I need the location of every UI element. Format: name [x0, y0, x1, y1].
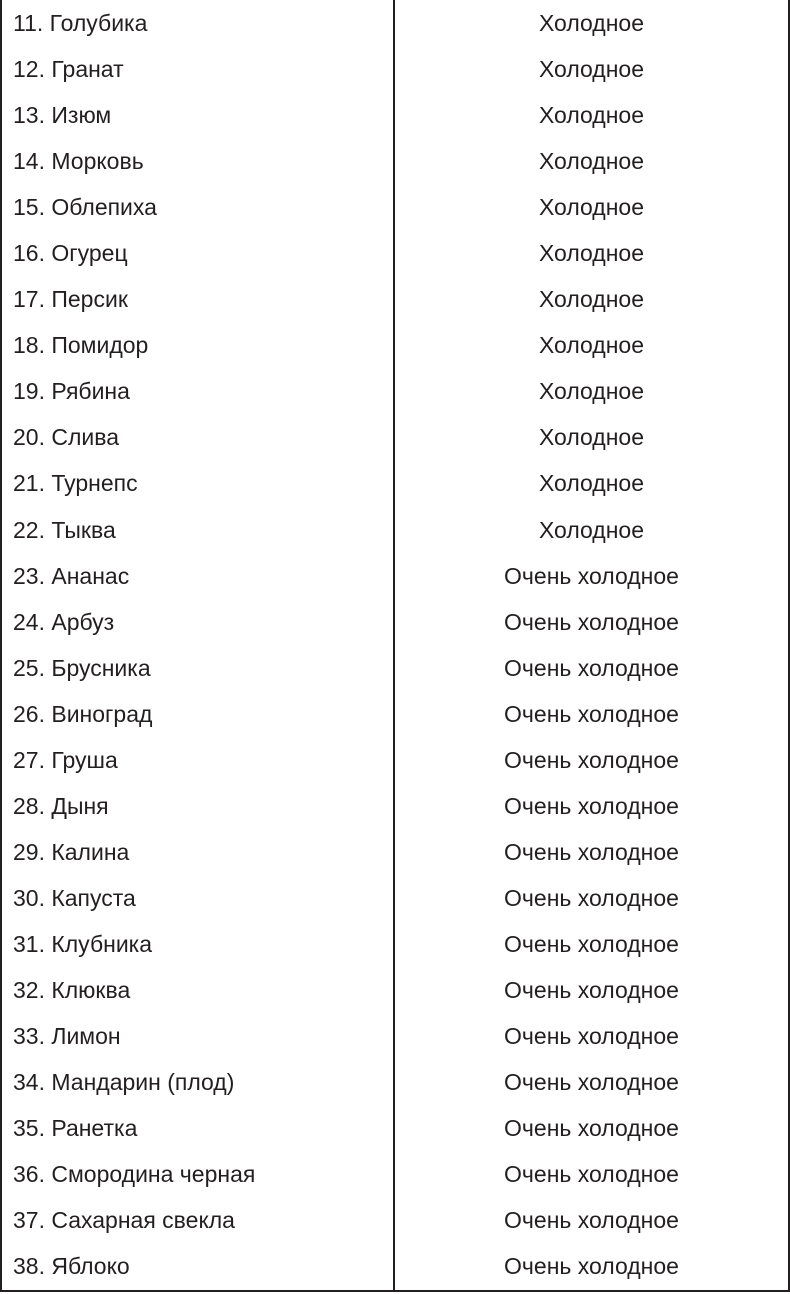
temperature-cell: Холодное [538, 148, 645, 175]
temperature-cell: Очень холодное [504, 562, 679, 589]
product-name-cell: 22. Тыква [13, 516, 116, 543]
product-name-cell: 15. Облепиха [13, 194, 157, 221]
temperature-cell: Холодное [538, 378, 645, 405]
table-row [0, 691, 790, 737]
table-row [0, 783, 790, 829]
table-row [0, 921, 790, 967]
table-row [0, 1243, 790, 1289]
temperature-cell: Холодное [538, 332, 645, 359]
table-row [0, 737, 790, 783]
temperature-cell: Холодное [538, 470, 645, 497]
product-name-cell: 37. Сахарная свекла [13, 1207, 235, 1234]
table-row [0, 0, 790, 46]
product-name-cell: 20. Слива [13, 424, 119, 451]
temperature-cell: Очень холодное [504, 930, 679, 957]
product-name-cell: 29. Калина [13, 838, 130, 865]
table-row [0, 1151, 790, 1197]
product-name-cell: 26. Виноград [13, 700, 153, 727]
table-row [0, 967, 790, 1013]
temperature-cell: Очень холодное [504, 1161, 679, 1188]
table-row [0, 414, 790, 460]
table-row [0, 368, 790, 414]
product-name-cell: 32. Клюква [13, 976, 131, 1003]
temperature-cell: Холодное [538, 424, 645, 451]
temperature-cell: Очень холодное [504, 976, 679, 1003]
temperature-cell: Очень холодное [504, 608, 679, 635]
temperature-cell: Очень холодное [504, 746, 679, 773]
product-name-cell: 27. Груша [13, 746, 118, 773]
temperature-cell: Очень холодное [504, 1207, 679, 1234]
temperature-cell: Очень холодное [504, 654, 679, 681]
product-name-cell: 17. Персик [13, 286, 128, 313]
product-name-cell: 14. Морковь [13, 148, 144, 175]
table-row [0, 1197, 790, 1243]
table-row [0, 322, 790, 368]
table-row [0, 230, 790, 276]
temperature-cell: Холодное [538, 102, 645, 129]
temperature-cell: Холодное [538, 240, 645, 267]
table-row [0, 184, 790, 230]
product-name-cell: 18. Помидор [13, 332, 149, 359]
temperature-cell: Холодное [538, 516, 645, 543]
temperature-cell: Очень холодное [504, 1023, 679, 1050]
temperature-cell: Холодное [538, 10, 645, 36]
temperature-cell: Холодное [538, 194, 645, 221]
temperature-cell: Очень холодное [504, 1253, 679, 1280]
temperature-cell: Очень холодное [504, 792, 679, 819]
product-name-cell: 24. Арбуз [13, 608, 115, 635]
temperature-cell: Холодное [538, 286, 645, 313]
table-row [0, 507, 790, 553]
temperature-cell: Очень холодное [504, 1115, 679, 1142]
table-row [0, 1105, 790, 1151]
product-name-cell: 38. Яблоко [13, 1253, 130, 1280]
product-name-cell: 30. Капуста [13, 884, 136, 911]
product-name-cell: 19. Рябина [13, 378, 130, 405]
table-row [0, 46, 790, 92]
product-name-cell: 33. Лимон [13, 1023, 121, 1050]
temperature-cell: Очень холодное [504, 884, 679, 911]
product-name-cell: 36. Смородина черная [13, 1161, 256, 1188]
table-row [0, 875, 790, 921]
product-name-cell: 23. Ананас [13, 562, 130, 589]
table-row [0, 553, 790, 599]
product-name-cell: 35. Ранетка [13, 1115, 138, 1142]
temperature-cell: Очень холодное [504, 838, 679, 865]
product-name-cell: 12. Гранат [13, 56, 124, 83]
product-name-cell: 28. Дыня [13, 792, 109, 819]
product-name-cell: 31. Клубника [13, 930, 153, 957]
table-row [0, 1059, 790, 1105]
product-name-cell: 21. Турнепс [13, 470, 138, 497]
product-name-cell: 16. Огурец [13, 240, 128, 267]
table-row [0, 460, 790, 506]
table-row [0, 1013, 790, 1059]
temperature-cell: Очень холодное [504, 700, 679, 727]
table-row [0, 92, 790, 138]
product-name-cell: 11. Голубика [13, 10, 148, 36]
table-row [0, 599, 790, 645]
table-row [0, 645, 790, 691]
product-name-cell: 13. Изюм [13, 102, 112, 129]
temperature-cell: Очень холодное [504, 1069, 679, 1096]
temperature-cell: Холодное [538, 56, 645, 83]
table-row [0, 276, 790, 322]
product-name-cell: 25. Брусника [13, 654, 151, 681]
table-row [0, 138, 790, 184]
table-row [0, 829, 790, 875]
product-name-cell: 34. Мандарин (плод) [13, 1069, 235, 1096]
